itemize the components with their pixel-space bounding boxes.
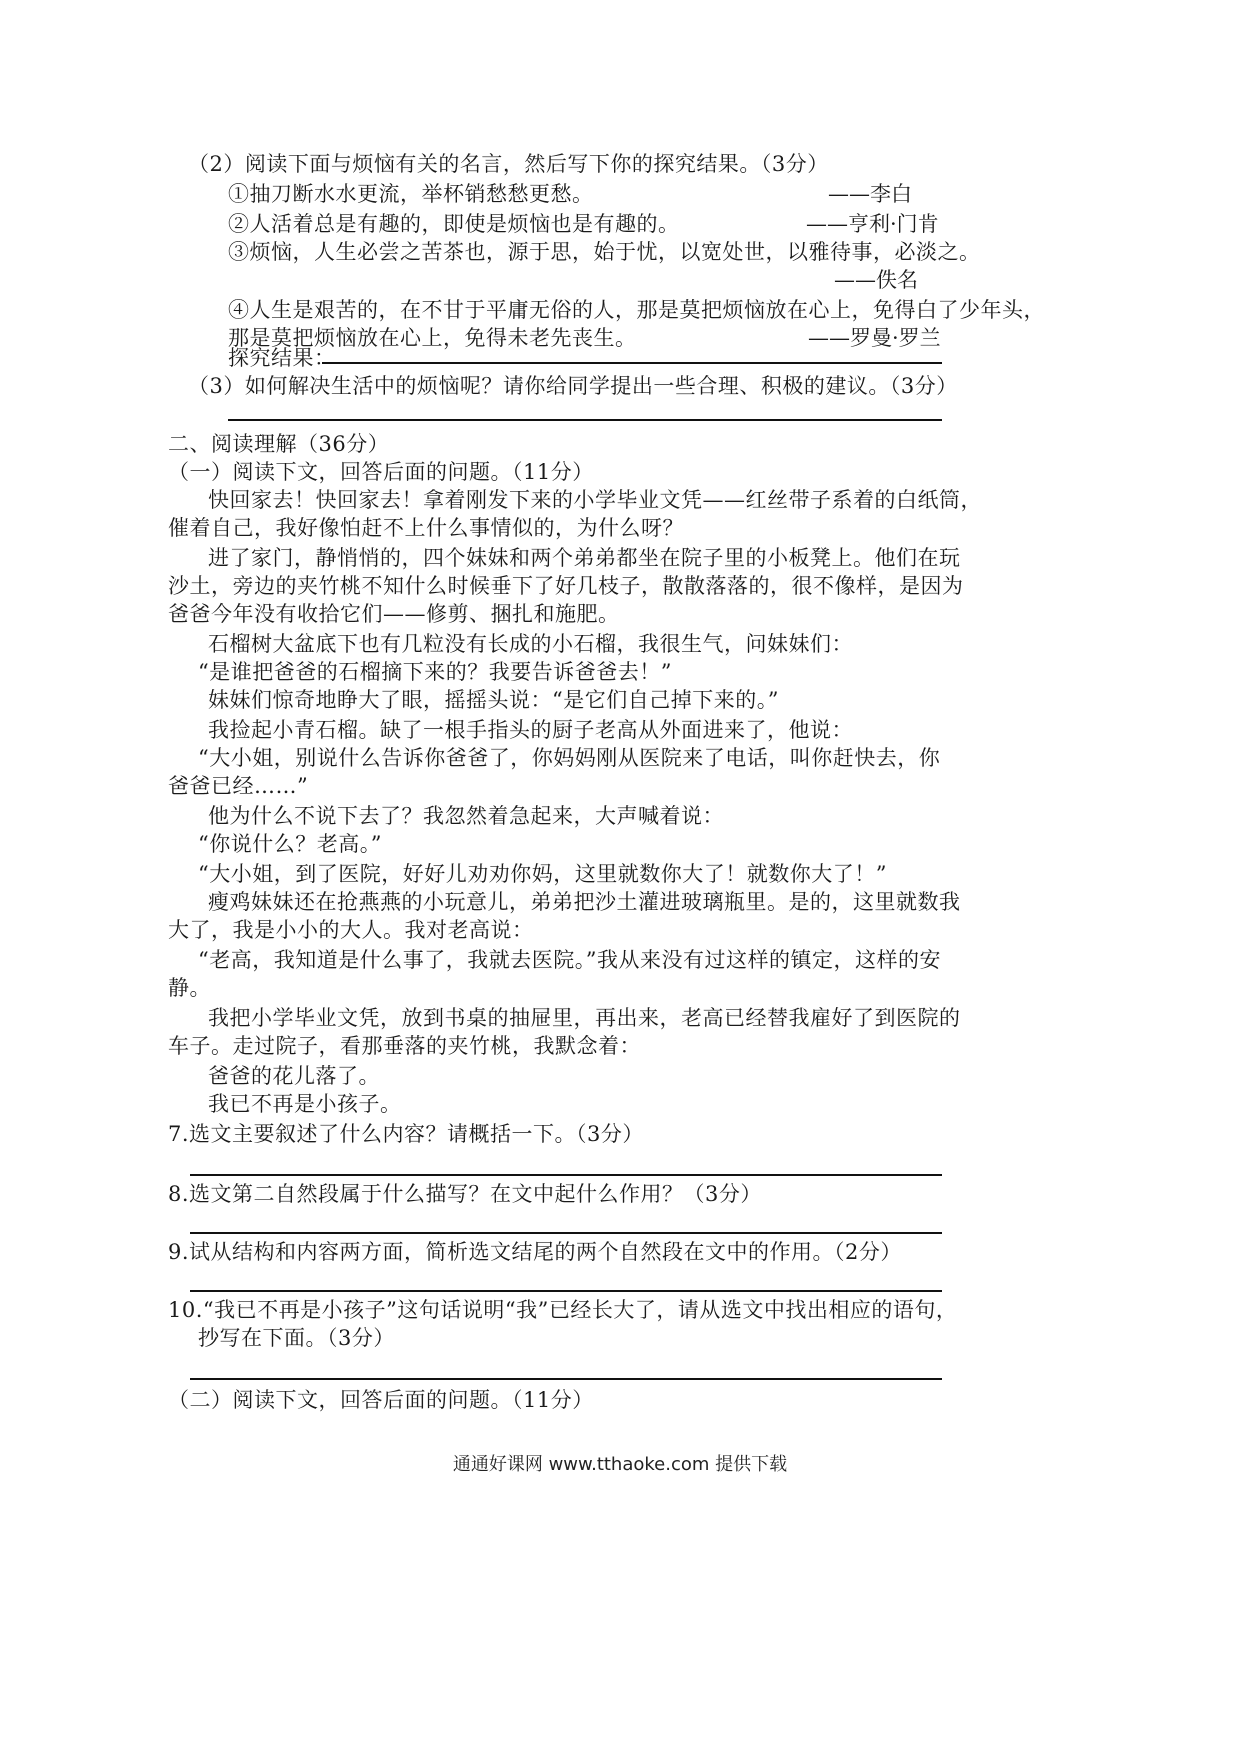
- quote-4-text-line1: ④人生是艰苦的，在不甘于平庸无俗的人，那是莫把烦恼放在心上，免得白了少年头，: [228, 298, 1045, 322]
- q7-answer-line[interactable]: [190, 1174, 942, 1176]
- passage-line: 进了家门，静悄悄的，四个妹妹和两个弟弟都坐在院子里的小板凳上。他们在玩: [208, 546, 961, 570]
- passage-line: 快回家去！快回家去！拿着刚发下来的小学毕业文凭——红丝带子系着的白纸筒，: [208, 488, 982, 512]
- q9-answer-line[interactable]: [190, 1290, 942, 1292]
- question-9: 9.试从结构和内容两方面，简析选文结尾的两个自然段在文中的作用。（2分）: [168, 1240, 902, 1264]
- passage-line: “大小姐，别说什么告诉你爸爸了，你妈妈刚从医院来了电话，叫你赶快去，你: [198, 746, 941, 770]
- passage-line: 我已不再是小孩子。: [208, 1092, 402, 1116]
- passage-line: 车子。走过院子，看那垂落的夹竹桃，我默念着：: [168, 1034, 641, 1058]
- passage-line: 妹妹们惊奇地睁大了眼，摇摇头说：“是它们自己掉下来的。”: [208, 688, 779, 712]
- quote-3-author: ——佚名: [834, 268, 918, 292]
- question-8: 8.选文第二自然段属于什么描写？在文中起什么作用？（3分）: [168, 1182, 762, 1206]
- passage-line: 爸爸今年没有收拾它们——修剪、捆扎和施肥。: [168, 602, 620, 626]
- footer-watermark: 通通好课网 www.tthaoke.com 提供下载: [452, 1454, 788, 1475]
- question-7: 7.选文主要叙述了什么内容？请概括一下。（3分）: [168, 1122, 644, 1146]
- passage-line: 瘦鸡妹妹还在抢燕燕的小玩意儿，弟弟把沙土灌进玻璃瓶里。是的，这里就数我: [208, 890, 961, 914]
- section2-title: 二、阅读理解（36分）: [168, 432, 390, 456]
- passage-line: 静。: [168, 976, 211, 1000]
- passage-line: 催着自己，我好像怕赶不上什么事情似的，为什么呀？: [168, 516, 684, 540]
- q2-intro: （2）阅读下面与烦恼有关的名言，然后写下你的探究结果。（3分）: [188, 152, 829, 176]
- quote-3-text: ③烦恼，人生必尝之苦茶也，源于思，始于忧，以宽处世，以雅待事，必淡之。: [228, 240, 981, 264]
- passage-line: “你说什么？老高。”: [198, 832, 382, 856]
- quote-1-author: ——李白: [828, 182, 912, 206]
- q10-answer-line[interactable]: [190, 1378, 942, 1380]
- passage-line: “是谁把爸爸的石榴摘下来的？我要告诉爸爸去！”: [198, 660, 672, 684]
- passage-line: 他为什么不说下去了？我忽然着急起来，大声喊着说：: [208, 804, 724, 828]
- quote-2-text: ②人活着总是有趣的，即使是烦恼也是有趣的。: [228, 212, 680, 236]
- passage-line: 沙土，旁边的夹竹桃不知什么时候垂下了好几枝子，散散落落的，很不像样，是因为: [168, 574, 964, 598]
- question-10-line2: 抄写在下面。（3分）: [198, 1326, 395, 1350]
- passage-line: “大小姐，到了医院，好好儿劝劝你妈，这里就数你大了！就数你大了！”: [198, 862, 887, 886]
- passage-line: 爸爸的花儿落了。: [208, 1064, 380, 1088]
- result-answer-line[interactable]: [322, 362, 942, 364]
- q3-prompt: （3）如何解决生活中的烦恼呢？请你给同学提出一些合理、积极的建议。（3分）: [188, 374, 958, 398]
- part1-title: （一）阅读下文，回答后面的问题。（11分）: [168, 460, 594, 484]
- q3-answer-line[interactable]: [228, 419, 942, 421]
- part2-title: （二）阅读下文，回答后面的问题。（11分）: [168, 1388, 594, 1412]
- quote-4-author: ——罗曼·罗兰: [808, 326, 941, 350]
- quote-1-text: ①抽刀断水水更流，举杯销愁愁更愁。: [228, 182, 594, 206]
- quote-2-author: ——亨利·门肯: [806, 212, 939, 236]
- passage-line: 大了，我是小小的大人。我对老高说：: [168, 918, 534, 942]
- passage-line: “老高，我知道是什么事了，我就去医院。”我从来没有过这样的镇定，这样的安: [198, 948, 941, 972]
- question-10-line1: 10.“我已不再是小孩子”这句话说明“我”已经长大了，请从选文中找出相应的语句，: [168, 1298, 958, 1322]
- quote-4-text-line2: 那是莫把烦恼放在心上，免得未老先丧生。: [228, 326, 637, 350]
- passage-line: 我把小学毕业文凭，放到书桌的抽屉里，再出来，老高已经替我雇好了到医院的: [208, 1006, 961, 1030]
- passage-line: 爸爸已经……”: [168, 774, 309, 798]
- passage-line: 石榴树大盆底下也有几粒没有长成的小石榴，我很生气，问妹妹们：: [208, 632, 853, 656]
- q8-answer-line[interactable]: [190, 1232, 942, 1234]
- passage-line: 我捡起小青石榴。缺了一根手指头的厨子老高从外面进来了，他说：: [208, 718, 853, 742]
- result-label: 探究结果：: [228, 346, 336, 370]
